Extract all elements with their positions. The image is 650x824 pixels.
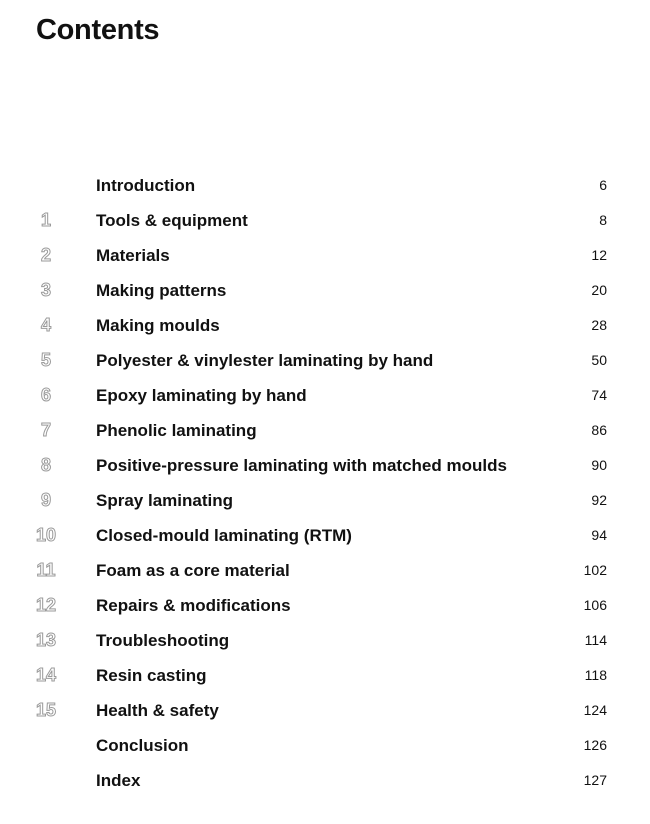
page-number: 127 [583,772,607,788]
page-number: 86 [591,422,607,438]
chapter-number: 10 [35,525,57,545]
chapter-number: 12 [35,595,57,615]
toc-row-chapter-5 [0,343,650,378]
toc-row-chapter-9 [0,483,650,518]
entry-title: Repairs & modifications [96,596,291,615]
toc-row-chapter-4 [0,308,650,343]
page-number: 8 [599,212,607,228]
entry-title: Health & safety [96,701,219,720]
page-number: 124 [583,702,607,718]
entry-title: Introduction [96,176,196,195]
toc-row-chapter-8 [0,448,650,483]
page-number: 102 [583,562,607,578]
page-number: 50 [591,352,607,368]
toc-row-introduction [0,168,650,203]
entry-title: Spray laminating [96,491,233,510]
chapter-number: 11 [36,560,56,580]
page-number: 94 [591,527,607,543]
chapter-number: 14 [35,665,57,685]
chapter-number: 15 [35,700,57,720]
entry-title: Foam as a core material [96,561,290,580]
page-number: 90 [591,457,607,473]
entry-title: Conclusion [96,736,189,755]
chapter-number: 3 [40,280,51,300]
page-number: 126 [583,737,607,753]
toc-row-chapter-6 [0,378,650,413]
entry-title: Troubleshooting [96,631,230,650]
entry-title: Closed-mould laminating (RTM) [96,526,352,545]
entry-title: Positive-pressure laminating with matched moulds [96,456,507,475]
page-number: 28 [591,317,607,333]
toc-row-chapter-15 [0,693,650,728]
chapter-number: 13 [35,630,57,650]
entry-title: Tools & equipment [96,211,248,230]
toc-row-chapter-3 [0,273,650,308]
entry-title: Index [96,771,141,790]
toc-row-chapter-10 [0,518,650,553]
page-number: 12 [591,247,607,263]
entry-title: Resin casting [96,666,207,685]
entry-title: Polyester & vinylester laminating by hand [96,351,434,370]
toc-row-chapter-14 [0,658,650,693]
chapter-number: 2 [40,245,51,265]
toc-row-conclusion [0,728,650,763]
chapter-number: 1 [40,210,51,230]
toc-row-chapter-7 [0,413,650,448]
page-number: 6 [599,177,607,193]
toc-row-chapter-13 [0,623,650,658]
page-number: 118 [584,667,607,683]
toc-row-index [0,763,650,798]
chapter-number: 8 [40,455,51,475]
chapter-number: 9 [40,490,51,510]
page-number: 20 [591,282,607,298]
chapter-number: 6 [40,385,51,405]
page-number: 74 [591,387,607,403]
entry-title: Epoxy laminating by hand [96,386,307,405]
chapter-number: 5 [40,350,51,370]
entry-title: Making moulds [96,316,220,335]
entry-title: Phenolic laminating [96,421,257,440]
chapter-number: 4 [40,315,51,335]
page-number: 92 [591,492,607,508]
toc-row-chapter-11 [0,553,650,588]
page-title: Contents [36,14,160,46]
table-of-contents [0,168,650,798]
toc-row-chapter-1 [0,203,650,238]
page-number: 106 [583,597,607,613]
toc-row-chapter-12 [0,588,650,623]
toc-row-chapter-2 [0,238,650,273]
page-number: 114 [584,632,607,648]
entry-title: Making patterns [96,281,227,300]
entry-title: Materials [96,246,170,265]
chapter-number: 7 [40,420,51,440]
